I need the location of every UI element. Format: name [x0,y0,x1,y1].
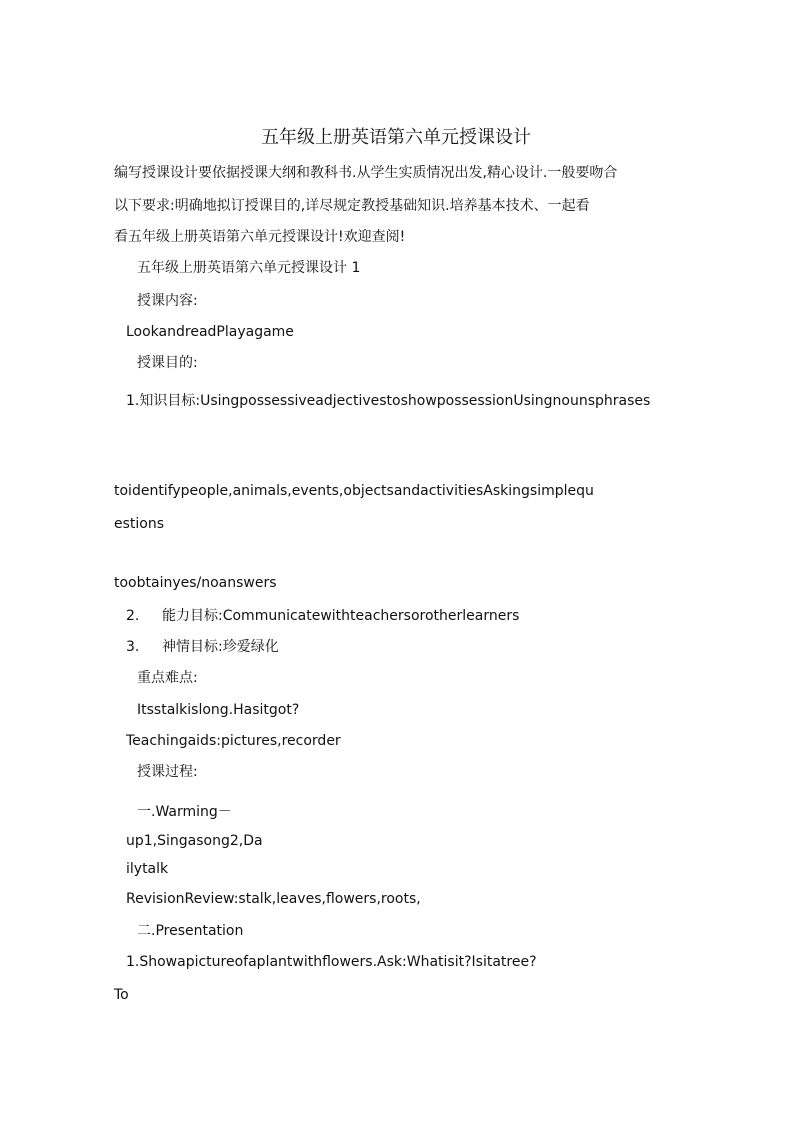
process-label: 授课过程: [137,764,198,780]
key-points-label: 重点难点: [137,670,198,686]
objective-2-number: 2. [126,608,140,624]
step-1-continued-b: ilytalk [126,861,169,877]
content-label: 授课内容: [137,293,198,309]
step-2-heading: 二.Presentation [137,923,244,939]
step-2-item-1: 1.Showapictureofaplantwithflowers.Ask:Whatisit?Isitatree? [126,954,537,970]
key-points-value: Itsstalkislong.Hasitgot? [137,702,300,718]
content-value: LookandreadPlayagame [126,324,294,340]
step-1-heading: 一.Warming－ [137,804,232,820]
intro-line-1: 编写授课设计要依据授课大纲和教科书.从学生实质情况出发,精心设计.一般要吻合 [114,165,618,181]
objective-1-continued-a: toidentifypeople,animals,events,objectsandactivitiesAskingsimplequ [114,483,594,499]
teaching-aids: Teachingaids:pictures,recorder [126,733,341,749]
objective-1-continued-b: estions [114,516,165,532]
objective-2: 能力目标:Communicatewithteachersorotherlearners [162,608,520,624]
intro-line-3: 看五年级上册英语第六单元授课设计!欢迎查阅! [114,229,406,245]
intro-line-2: 以下要求:明确地拟订授课目的,详尽规定教授基础知识.培养基本技术、一起看 [114,198,590,214]
document-title: 五年级上册英语第六单元授课设计 [261,127,531,148]
objective-3-number: 3. [126,639,140,655]
objective-1: 1.知识目标:UsingpossessiveadjectivestoshowpossessionUsingnounsphrases [126,393,651,409]
revision-line: RevisionReview:stalk,leaves,flowers,roots, [126,891,421,907]
step-2-item-1-continued: To [114,987,129,1003]
objective-3: 神情目标:珍爱绿化 [162,639,279,655]
objectives-label: 授课目的: [137,355,198,371]
objective-1-continued-c: toobtainyes/noanswers [114,575,277,591]
section-subtitle: 五年级上册英语第六单元授课设计 1 [137,260,361,276]
step-1-continued-a: up1,Singasong2,Da [126,833,263,849]
